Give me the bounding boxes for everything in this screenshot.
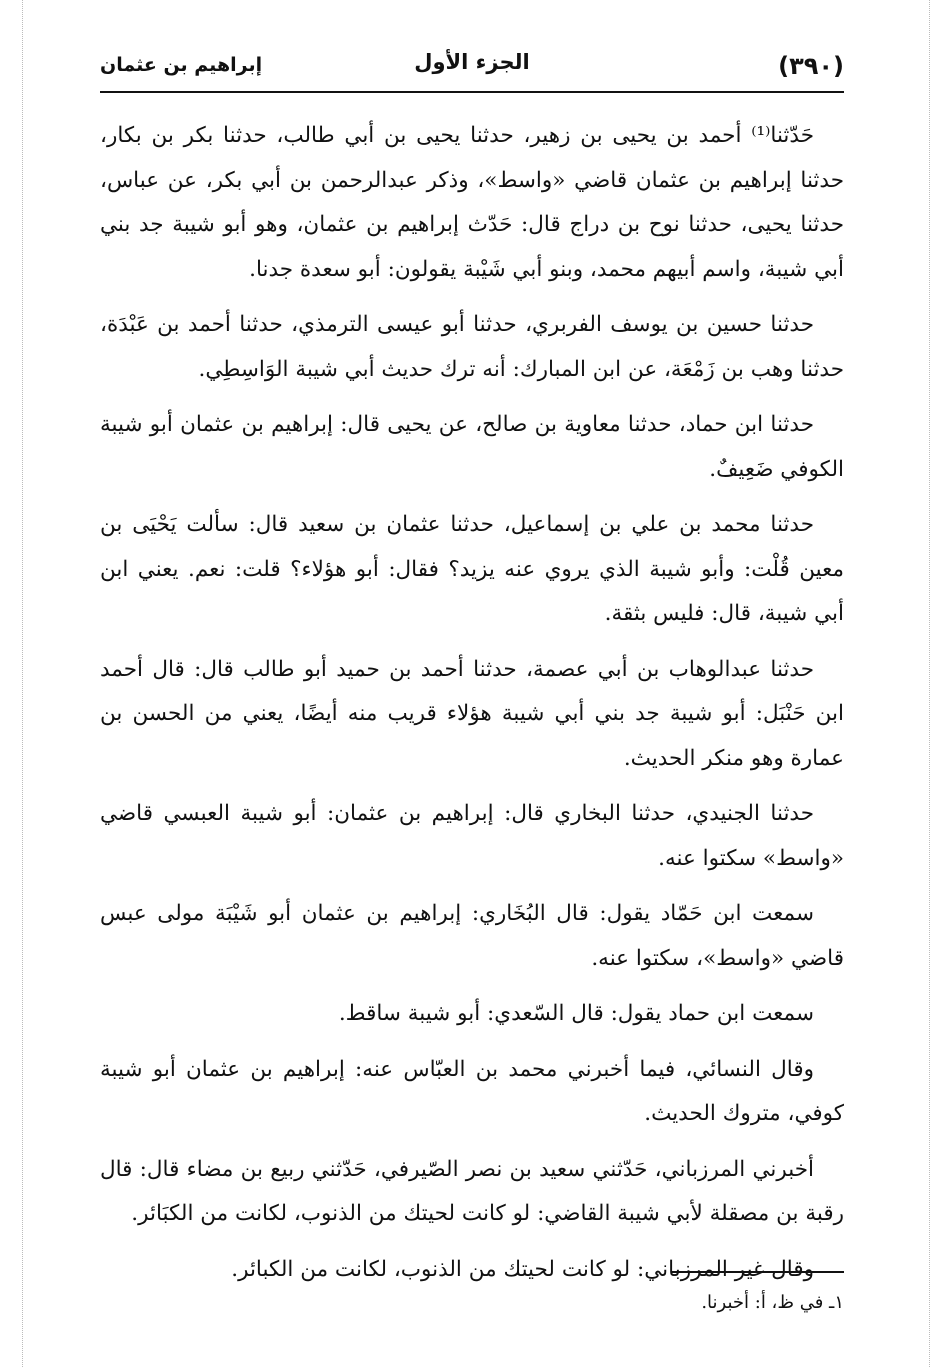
- running-header: [100, 46, 844, 90]
- paragraph: حدثنا ابن حماد، حدثنا معاوية بن صالح، عن يحيى قال: إبراهيم بن عثمان أبو شيبة الكوفي ضَعِيفٌ.: [100, 412, 844, 482]
- header-rule: [100, 91, 844, 93]
- paragraph: أخبرني المرزباني، حَدّثني سعيد بن نصر الصّيرفي، حَدّثني ربيع بن مضاء قال: قال رقبة بن مصقلة لأبي شيبة القاضي: لو كانت لحيتك من الذنوب، لكانت من الكبَائر.: [100, 1156, 844, 1226]
- body-text: [100, 114, 844, 1303]
- paragraph: حَدّثنا⁽¹⁾ أحمد بن يحيى بن زهير، حدثنا يحيى بن أبي طالب، حدثنا بكر بن بكار، حدثنا إبراهيم بن عثمان قاضي «واسط»، وذكر عبدالرحمن بن أبي بكر، عن عباس، حدثنا يحيى، حدثنا نوح بن دراج قال: حَدّث إبراهيم بن عثمان، وهو أبو شيبة جد بني أبي شيبة، واسم أبيهم محمد، وبنو أبي شَيْبة يقولون: أبو سعدة جدنا.: [100, 123, 844, 282]
- paragraph: وقال النسائي، فيما أخبرني محمد بن العبّاس عنه: إبراهيم بن عثمان أبو شيبة كوفي، متروك الحديث.: [100, 1056, 844, 1126]
- entry-name: إبراهيم بن عثمان: [100, 54, 263, 76]
- paragraph: سمعت ابن حَمّاد يقول: قال البُخَاري: إبراهيم بن عثمان أبو شَيْبَة مولى عبس قاضي «واسط»، سكتوا عنه.: [100, 901, 844, 971]
- paragraph: سمعت ابن حماد يقول: قال السّعدي: أبو شيبة ساقط.: [338, 1001, 814, 1026]
- paragraph: وقال غير المرزباني: لو كانت لحيتك من الذنوب، لكانت من الكبائر.: [231, 1256, 814, 1282]
- scan-margin-right: [929, 0, 930, 1367]
- footnote: ١ـ في ظ، أ: أخبرنا.: [701, 1292, 844, 1313]
- paragraph: حدثنا محمد بن علي بن إسماعيل، حدثنا عثمان بن سعيد قال: سألت يَحْيَى بن معين قُلْت: وأبو شيبة الذي يروي عنه يزيد؟ فقال: أبو هؤلاء؟ قلت: نعم. يعني ابن أبي شيبة، قال: فليس بثقة.: [100, 512, 844, 626]
- page-number: (٣٩٠): [778, 52, 844, 80]
- paragraph: حدثنا الجنيدي، حدثنا البخاري قال: إبراهيم بن عثمان: أبو شيبة العبسي قاضي «واسط» سكتوا عنه.: [100, 801, 844, 871]
- scan-margin-left: [22, 0, 23, 1367]
- paragraph: حدثنا حسين بن يوسف الفربري، حدثنا أبو عيسى الترمذي، حدثنا أحمد بن عَبْدَة، حدثنا وهب بن زَمْعَة، عن ابن المبارك: أنه ترك حديث أبي شيبة الوَاسِطِي.: [100, 312, 844, 382]
- paragraph: حدثنا عبدالوهاب بن أبي عصمة، حدثنا أحمد بن حميد أبو طالب قال: قال أحمد ابن حَنْبَل: أبو شيبة جد بني أبي شيبة هؤلاء قريب منه أيضًا، يعني من الحسن بن عمارة وهو منكر الحديث.: [100, 656, 844, 771]
- part-title: الجزء الأول: [414, 50, 530, 74]
- footnote-rule: [672, 1271, 844, 1273]
